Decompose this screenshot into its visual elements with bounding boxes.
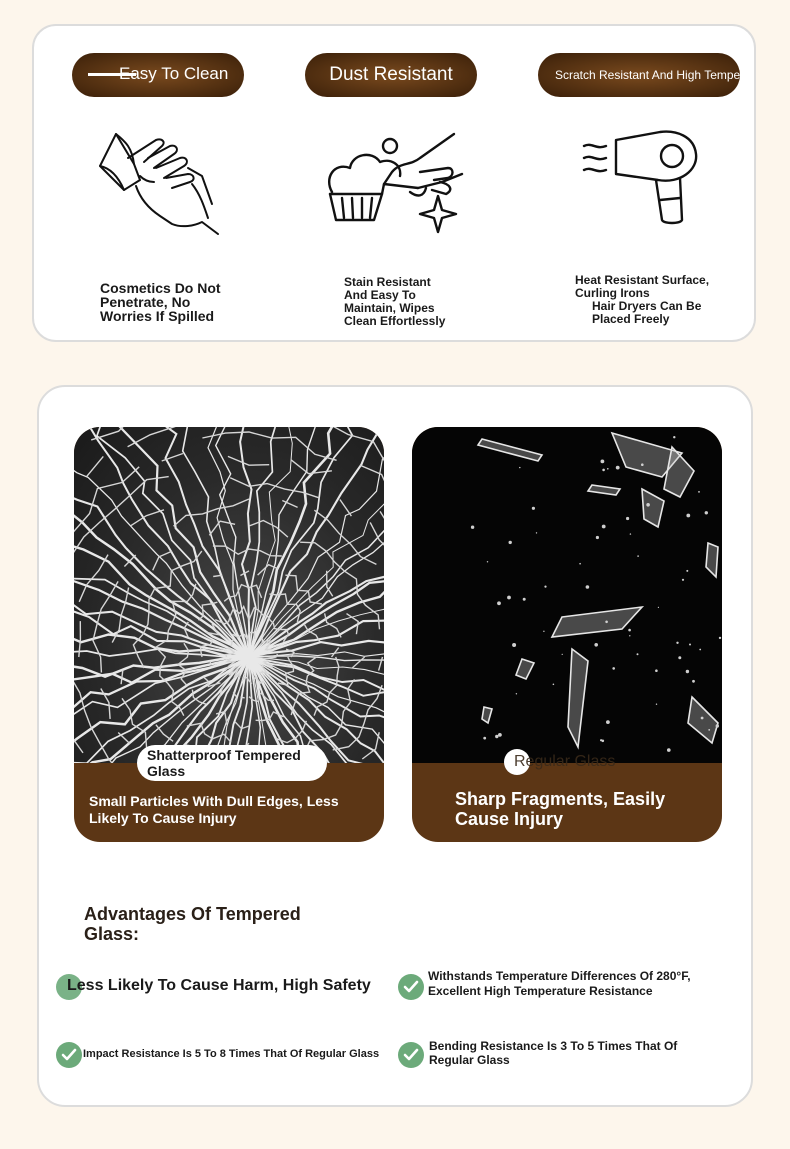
glass-speck [641, 463, 644, 466]
glass-speck [673, 436, 675, 438]
glass-speck [699, 649, 701, 651]
feature-card [32, 24, 756, 342]
glass-speck [519, 467, 520, 468]
easy-to-clean-label: Easy To Clean [119, 64, 229, 83]
glass-speck [562, 654, 563, 655]
description-line: Maintain, Wipes [344, 301, 435, 315]
check-circle-icon [398, 1042, 424, 1068]
description-line: Hair Dryers Can Be [592, 299, 702, 313]
glass-speck [579, 563, 581, 565]
description-line: And Easy To [344, 288, 416, 302]
glass-speck [594, 643, 598, 647]
glass-speck [605, 621, 608, 624]
glass-shard [568, 649, 588, 747]
glass-shard [478, 439, 542, 461]
advantage-text-line: Regular Glass [429, 1053, 510, 1067]
glass-speck [656, 704, 657, 705]
glass-speck [708, 729, 710, 731]
wipe-hand-icon [96, 128, 226, 238]
glass-speck [686, 514, 690, 518]
glass-speck [532, 507, 535, 510]
glass-speck [602, 525, 606, 529]
glass-speck [686, 670, 689, 673]
scratch-resistant-description [575, 274, 755, 326]
advantage-text [429, 1039, 677, 1067]
glass-speck [667, 748, 671, 752]
scratch-resistant-label: Scratch Resistant And High Tempe [555, 68, 740, 82]
description-line: Placed Freely [592, 312, 670, 326]
glass-speck [536, 532, 537, 533]
tempered-glass-caption: Small Particles With Dull Edges, Less Likely To Cause Injury [89, 793, 339, 826]
check-circle-icon [56, 1042, 82, 1068]
check-circle-icon [398, 974, 424, 1000]
glass-speck [682, 579, 684, 581]
glass-speck [678, 656, 681, 659]
glass-shard [706, 543, 718, 577]
hair-dryer-icon [580, 128, 700, 228]
glass-speck [716, 724, 719, 727]
glass-speck [512, 643, 516, 647]
broken-regular-glass-image [412, 427, 722, 763]
glass-shard [552, 607, 642, 637]
glass-speck [616, 466, 620, 470]
glass-shard [642, 489, 664, 527]
scratch-resistant-badge [538, 53, 740, 97]
glass-speck [507, 596, 511, 600]
glass-speck [544, 586, 546, 588]
glass-speck [630, 533, 631, 534]
glass-speck [602, 469, 605, 472]
glass-speck [509, 541, 512, 544]
glass-speck [523, 598, 526, 601]
advantages-title: Advantages Of Tempered Glass: [84, 904, 301, 944]
crack-line [249, 427, 384, 657]
glass-speck [719, 637, 721, 639]
glass-speck [606, 720, 610, 724]
glass-speck [698, 491, 700, 493]
glass-speck [607, 468, 609, 470]
glass-speck [487, 561, 488, 562]
glass-speck [705, 511, 708, 514]
description-line: Worries If Spilled [100, 308, 215, 324]
description-line: Stain Resistant [344, 275, 431, 289]
comparison-card [37, 385, 753, 1107]
crack-line [74, 537, 249, 657]
glass-shard [516, 659, 534, 679]
glass-speck [471, 526, 474, 529]
advantage-text: Impact Resistance Is 5 To 8 Times That Of Regular Glass [83, 1048, 380, 1060]
glass-speck [676, 642, 678, 644]
tempered-glass-tag-label: Shatterproof Tempered Glass [147, 747, 301, 779]
advantage-text-line: Bending Resistance Is 3 To 5 Times That Of [429, 1039, 678, 1053]
glass-speck [516, 693, 517, 694]
glass-speck [637, 555, 639, 557]
description-line: Curling Irons [575, 286, 650, 300]
regular-glass-tag-label: Regular Glass [514, 753, 616, 770]
description-line: Heat Resistant Surface, [575, 273, 710, 287]
glass-speck [596, 536, 599, 539]
advantage-text: Less Likely To Cause Harm, High Safety [67, 977, 371, 994]
glass-speck [586, 585, 590, 589]
tempered-glass-tag [137, 745, 327, 781]
description-line: Cosmetics Do Not [100, 280, 221, 296]
glass-speck [628, 629, 631, 632]
glass-shard [588, 485, 620, 495]
glass-speck [692, 680, 695, 683]
brush-sparkle-icon [322, 128, 472, 238]
glass-speck [655, 669, 658, 672]
glass-speck [689, 644, 691, 646]
glass-speck [612, 667, 615, 670]
tempered-glass-panel [74, 427, 384, 842]
description-line: Clean Effortlessly [344, 314, 446, 328]
dust-resistant-badge [305, 53, 477, 97]
glass-speck [553, 684, 555, 686]
regular-glass-panel [412, 427, 722, 842]
dust-resistant-label: Dust Resistant [329, 64, 453, 85]
glass-shard [688, 697, 718, 743]
glass-speck [600, 739, 602, 741]
glass-speck [495, 735, 498, 738]
shattered-tempered-glass-image [74, 427, 384, 763]
dust-resistant-description [344, 276, 474, 328]
advantage-text-line: Excellent High Temperature Resistance [428, 984, 653, 998]
glass-speck [701, 717, 704, 720]
glass-speck [646, 503, 650, 507]
glass-speck [637, 653, 639, 655]
easy-to-clean-badge [72, 53, 244, 97]
advantage-text-line: Withstands Temperature Differences Of 280°F, [428, 969, 691, 983]
glass-speck [626, 517, 629, 520]
advantage-text [428, 969, 691, 999]
glass-speck [686, 570, 688, 572]
description-line: Penetrate, No [100, 294, 191, 310]
glass-speck [483, 737, 486, 740]
glass-speck [498, 733, 502, 737]
glass-speck [658, 607, 659, 608]
easy-to-clean-description [100, 281, 250, 323]
glass-speck [543, 631, 544, 632]
glass-shard [482, 707, 492, 723]
glass-speck [601, 460, 605, 464]
glass-speck [629, 635, 630, 636]
regular-glass-caption: Sharp Fragments, Easily Cause Injury [455, 789, 666, 829]
glass-speck [497, 601, 501, 605]
